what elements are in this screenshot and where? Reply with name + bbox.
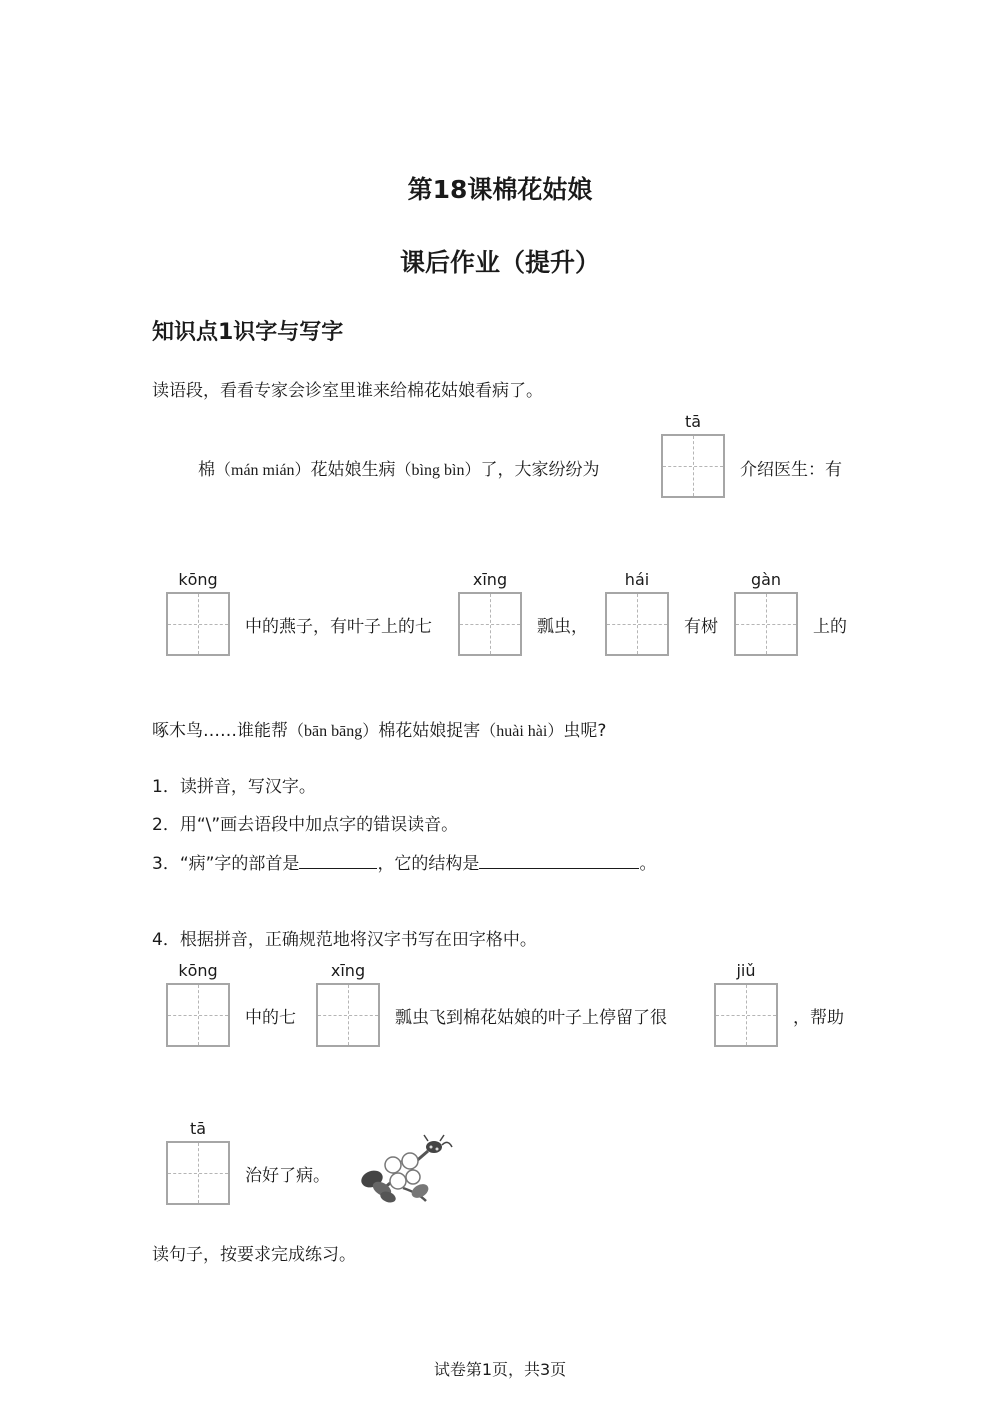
- question-3: 3．“病”字的部首是 ，它的结构是 。: [152, 854, 657, 874]
- passage-line-1: 棉（mán mián）花姑娘生病（bìng bìn）了，大家纷纷为: [198, 460, 600, 480]
- q4-text: ，帮助: [793, 1008, 844, 1028]
- question-4: 4．根据拼音，正确规范地将汉字书写在田字格中。: [152, 930, 537, 950]
- tianzige-box[interactable]: [166, 592, 230, 656]
- passage-line-3: 啄木鸟……谁能帮（bān bāng）棉花姑娘捉害（huài hài）虫呢?: [152, 721, 607, 741]
- q4-text: 中的七: [245, 1008, 296, 1028]
- tianzige-box[interactable]: [714, 983, 778, 1047]
- passage-text: 中的燕子，有叶子上的七: [245, 617, 432, 637]
- tianzige-box[interactable]: [605, 592, 669, 656]
- pinyin-label: jiǔ: [736, 961, 756, 980]
- next-instruction: 读句子，按要求完成练习。: [152, 1245, 356, 1265]
- question-2: 2．用“\”画去语段中加点字的错误读音。: [152, 815, 459, 835]
- pinyin-label: kōng: [178, 961, 218, 980]
- passage-text: 上的: [813, 617, 847, 637]
- tianzige-box[interactable]: [316, 983, 380, 1047]
- pinyin-label: tā: [684, 412, 702, 431]
- cotton-ladybug-illustration: [358, 1133, 458, 1205]
- q4-text: 治好了病。: [245, 1166, 330, 1186]
- question-1: 1．读拼音，写汉字。: [152, 777, 316, 797]
- tianzige-box[interactable]: [458, 592, 522, 656]
- pinyin-label: gàn: [750, 570, 782, 589]
- passage-text: 瓢虫，: [537, 617, 588, 637]
- tianzige-box[interactable]: [661, 434, 725, 498]
- section-heading: 知识点1识字与写字: [152, 320, 344, 345]
- pinyin-label: kōng: [178, 570, 218, 589]
- q4-text: 瓢虫飞到棉花姑娘的叶子上停留了很: [395, 1008, 667, 1028]
- tianzige-box[interactable]: [734, 592, 798, 656]
- answer-blank[interactable]: [479, 854, 639, 869]
- passage-text: 介绍医生：有: [740, 460, 842, 480]
- pinyin-label: xīng: [472, 570, 508, 589]
- passage-text: 有树: [684, 617, 718, 637]
- intro-text: 读语段，看看专家会诊室里谁来给棉花姑娘看病了。: [152, 381, 543, 401]
- pinyin-label: xīng: [330, 961, 366, 980]
- tianzige-box[interactable]: [166, 1141, 230, 1205]
- page-footer: 试卷第1页，共3页: [433, 1360, 567, 1379]
- pinyin-label: tā: [189, 1119, 207, 1138]
- tianzige-box[interactable]: [166, 983, 230, 1047]
- pinyin-label: hái: [624, 570, 650, 589]
- answer-blank[interactable]: [299, 854, 377, 869]
- page-title: 第18课棉花姑娘: [407, 175, 593, 204]
- page-subtitle: 课后作业（提升）: [399, 248, 600, 277]
